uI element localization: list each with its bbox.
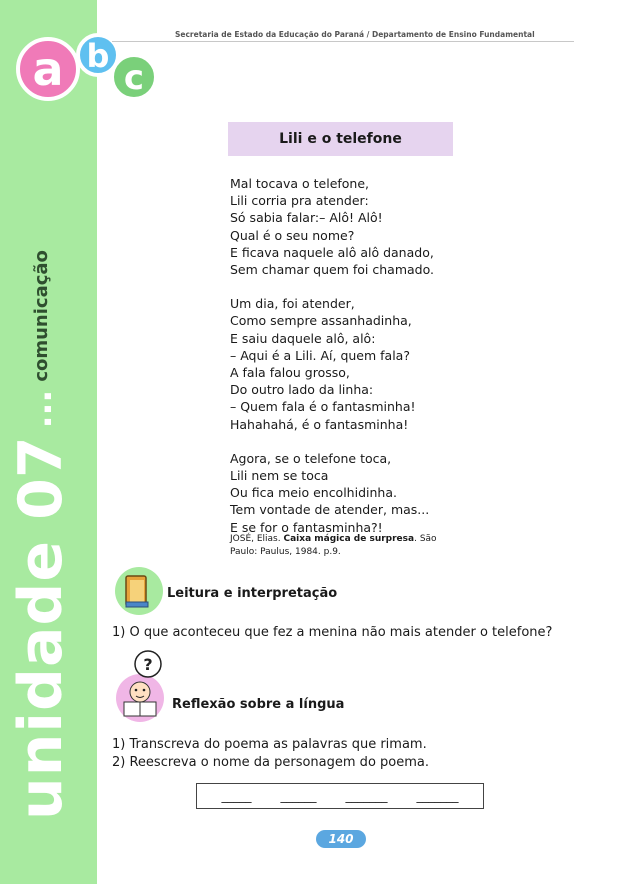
answer-blank[interactable]: _____ [221,789,252,803]
citation-book: Caixa mágica de surpresa [283,534,415,544]
page-header: Secretaria de Estado da Educação do Paraná / Departamento de Ensino Fundamental [175,30,535,39]
header-divider [112,41,574,42]
citation-author: JOSÉ, Elias. [230,534,281,544]
citation-rest1: . São [414,534,437,544]
reading-question: 1) O que aconteceu que fez a menina não mais atender o telefone? [112,625,553,640]
poem-line: Ou fica meio encolhidinha. [230,485,397,501]
poem-stanza [230,450,434,536]
unit-dots: ... [20,389,60,429]
poem-line: Lili nem se toca [230,468,329,484]
answer-box[interactable] [196,783,484,809]
logo-letter-a: a [32,42,64,96]
answer-blank[interactable]: _______ [416,789,459,803]
poem-line: Um dia, foi atender, [230,296,355,312]
poem-line: Como sempre assanhadinha, [230,313,412,329]
poem-line: Lili corria pra atender: [230,193,369,209]
section-title-language: Reflexão sobre a língua [172,697,345,712]
poem-line: Tem vontade de atender, mas... [230,502,430,518]
poem-line: Mal tocava o telefone, [230,176,370,191]
unit-word: unidade [6,539,76,820]
section-title-reading: Leitura e interpretação [167,586,338,601]
poem-line: E saiu daquele alô, alô: [230,330,376,346]
poem-stanza [230,175,434,278]
poem-line: Hahahahá, é o fantasminha! [230,416,409,432]
answer-blank[interactable]: ______ [280,789,317,803]
language-question: 2) Reescreva o nome da personagem do poema. [112,755,429,770]
book-icon [112,566,166,616]
unit-number: 07 [6,436,76,520]
poem-citation [230,533,437,559]
poem-stanza [230,295,434,433]
poem-line: Do outro lado da linha: [230,382,374,398]
sidebar [0,0,145,884]
poem-line: Sem chamar quem foi chamado. [230,262,434,278]
poem-line: E ficava naquele alô alô danado, [230,244,434,260]
poem-body [230,175,437,553]
poem-title: Lili e o telefone [228,122,453,156]
poem-line: – Quem fala é o fantasminha! [230,399,416,415]
poem-line: Agora, se o telefone toca, [230,450,392,466]
poem-line: A fala falou grosso, [230,365,350,381]
language-question: 1) Transcreva do poema as palavras que rimam. [112,737,427,752]
logo-letter-b: b [86,37,110,75]
svg-text:?: ? [143,655,153,674]
unit-label [6,250,76,820]
thinking-child-icon [110,648,172,724]
poem-line: Qual é o seu nome? [230,227,355,243]
abc-logo [10,25,160,115]
citation-rest2: Paulo: Paulus, 1984. p.9. [230,547,341,557]
poem-line: Só sabia falar:– Alô! Alô! [230,210,383,226]
answer-blank[interactable]: _______ [345,789,388,803]
logo-letter-c: c [123,58,145,98]
poem-line: – Aqui é a Lili. Aí, quem fala? [230,347,410,363]
page-number: 140 [316,830,366,848]
poem-line: E se for o fantasminha?! [230,519,383,535]
unit-area: comunicação [31,250,52,382]
